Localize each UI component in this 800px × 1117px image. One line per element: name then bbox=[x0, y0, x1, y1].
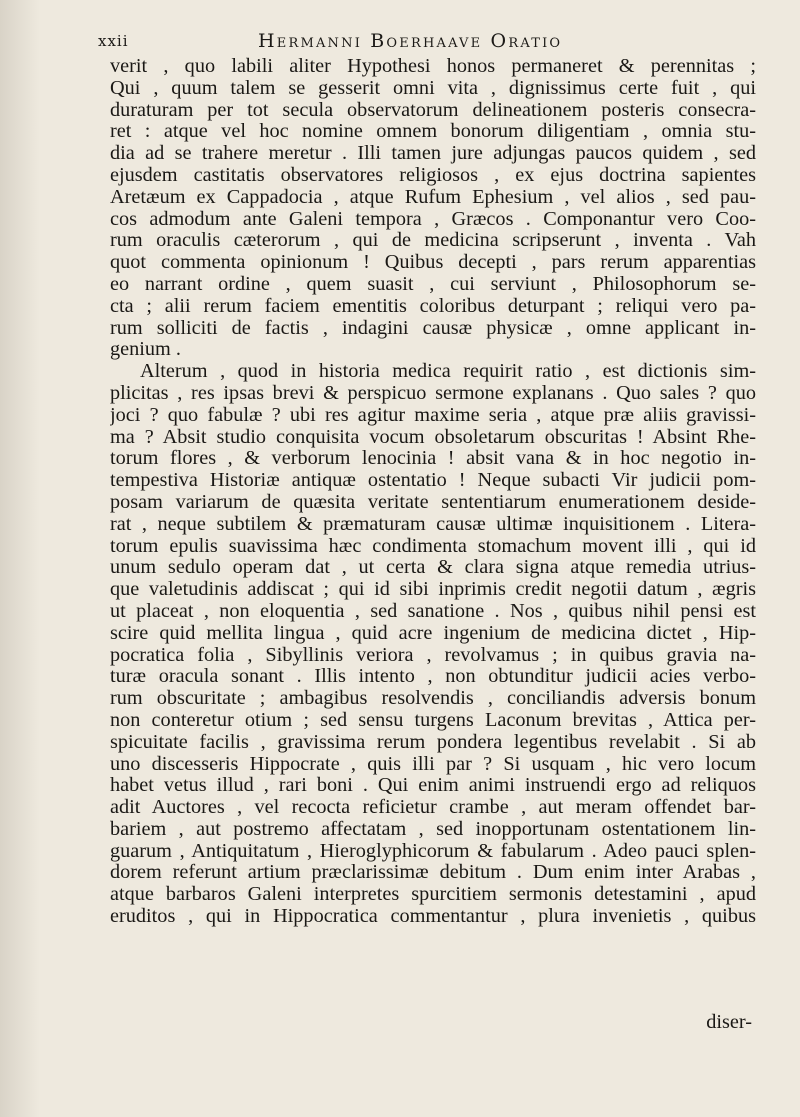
text-line: cos admodum ante Galeni tempora , Græcos . Componantur vero Coo- bbox=[110, 208, 756, 230]
text-line: pocratica folia , Sibyllinis veriora , revolvamus ; in quibus gravia na- bbox=[110, 644, 756, 666]
text-line: bariem , aut postremo affectatam , sed inopportunam ostentationem lin- bbox=[110, 818, 756, 840]
text-line: posam variarum de quæsita veritate sententiarum enumerationem deside- bbox=[110, 491, 756, 513]
text-line: torum flores , & verborum lenocinia ! absit vana & in hoc negotio in- bbox=[110, 448, 756, 470]
text-line: dia ad se trahere meretur . Illi tamen jure adjungas paucos quidem , sed bbox=[110, 143, 756, 165]
text-line: rat , neque subtilem & præmaturam causæ ultimæ inquisitionem . Litera- bbox=[110, 513, 756, 535]
text-line: non conteretur otium ; sed sensu turgens Laconum brevitas , Attica per- bbox=[110, 709, 756, 731]
text-line: verit , quo labili aliter Hypothesi honos permaneret & perennitas ; bbox=[110, 56, 756, 77]
text-line: rum oraculis cæterorum , qui de medicina scripserunt , inventa . Vah bbox=[110, 230, 756, 252]
text-line: tempestiva Historiæ antiquæ ostentatio ! Neque subacti Vir judicii pom- bbox=[110, 470, 756, 492]
text-line: Qui , quum talem se gesserit omni vita , dignissimus certe fuit , qui bbox=[110, 77, 756, 99]
page-number: xxii bbox=[98, 32, 129, 50]
text-line: turæ oracula sonant . Illis intento , non obtunditur judicii acies verbo- bbox=[110, 666, 756, 688]
text-line: ut placeat , non eloquentia , sed sanatione . Nos , quibus nihil pensi est bbox=[110, 600, 756, 622]
running-head: Hermanni Boerhaave Oratio bbox=[258, 30, 563, 52]
text-line: torum epulis suavissima hæc condimenta stomachum movent illi , qui id bbox=[110, 535, 756, 557]
text-line: eruditos , qui in Hippocratica commentantur , plura invenietis , quibus bbox=[110, 906, 756, 928]
text-line: habet vetus illud , rari boni . Qui enim animi instruendi ergo ad reliquos bbox=[110, 775, 756, 797]
text-line: Aretæum ex Cappadocia , atque Rufum Ephesium , vel alios , sed pau- bbox=[110, 186, 756, 208]
text-line: rum obscuritate ; ambagibus resolvendis , conciliandis adversis bonum bbox=[110, 688, 756, 710]
text-line: ma ? Absit studio conquisita vocum obsoletarum obscuritas ! Absint Rhe- bbox=[110, 426, 756, 448]
text-line: quot commenta opinionum ! Quibus decepti , pars rerum apparentias bbox=[110, 252, 756, 274]
text-line: rum solliciti de factis , indagini causæ physicæ , omne applicant in- bbox=[110, 317, 756, 339]
text-line: spicuitate facilis , gravissima rerum pondera legentibus revelabit . Si ab bbox=[110, 731, 756, 753]
text-line: guarum , Antiquitatum , Hieroglyphicorum & fabularum . Adeo pauci splen- bbox=[110, 840, 756, 862]
text-line: atque barbaros Galeni interpretes spurcitiem sermonis detestamini , apud bbox=[110, 884, 756, 906]
text-line: ret : atque vel hoc nomine omnem bonorum diligentiam , omnia stu- bbox=[110, 121, 756, 143]
page-header bbox=[98, 30, 758, 56]
text-line: ejusdem castitatis observatores religiosos , ex ejus doctrina sapientes bbox=[110, 164, 756, 186]
text-line: cta ; alii rerum faciem ementitis coloribus deturpant ; reliqui vero pa- bbox=[110, 295, 756, 317]
text-line: uno discesseris Hippocrate , quis illi par ? Si usquam , hic vero locum bbox=[110, 753, 756, 775]
text-line: unum sedulo operam dat , ut certa & clara signa atque remedia utrius- bbox=[110, 557, 756, 579]
text-line: joci ? quo fabulæ ? ubi res agitur maxime seria , atque præ aliis gravissi- bbox=[110, 404, 756, 426]
text-line: scire quid mellita lingua , quid acre ingenium de medicina dictet , Hip- bbox=[110, 622, 756, 644]
text-line: duraturam per tot secula observatorum delineationem posteris consecra- bbox=[110, 99, 756, 121]
text-line: que valetudinis addiscat ; qui id sibi inprimis credit negotii datum , ægris bbox=[110, 579, 756, 601]
text-line: plicitas , res ipsas brevi & perspicuo sermone explanans . Quo sales ? quo bbox=[110, 382, 756, 404]
body-text bbox=[110, 56, 756, 928]
text-line: eo narrant ordine , quem suasit , cui serviunt , Philosophorum se- bbox=[110, 273, 756, 295]
text-line: dorem referunt artium præclarissimæ debitum . Dum enim inter Arabas , bbox=[110, 862, 756, 884]
catchword: diser- bbox=[706, 1011, 752, 1033]
text-line: Alterum , quod in historia medica requirit ratio , est dictionis sim- bbox=[140, 361, 756, 383]
text-line: adit Auctores , vel recocta reficietur crambe , aut meram offendet bar- bbox=[110, 797, 756, 819]
text-line: genium . bbox=[110, 339, 181, 361]
